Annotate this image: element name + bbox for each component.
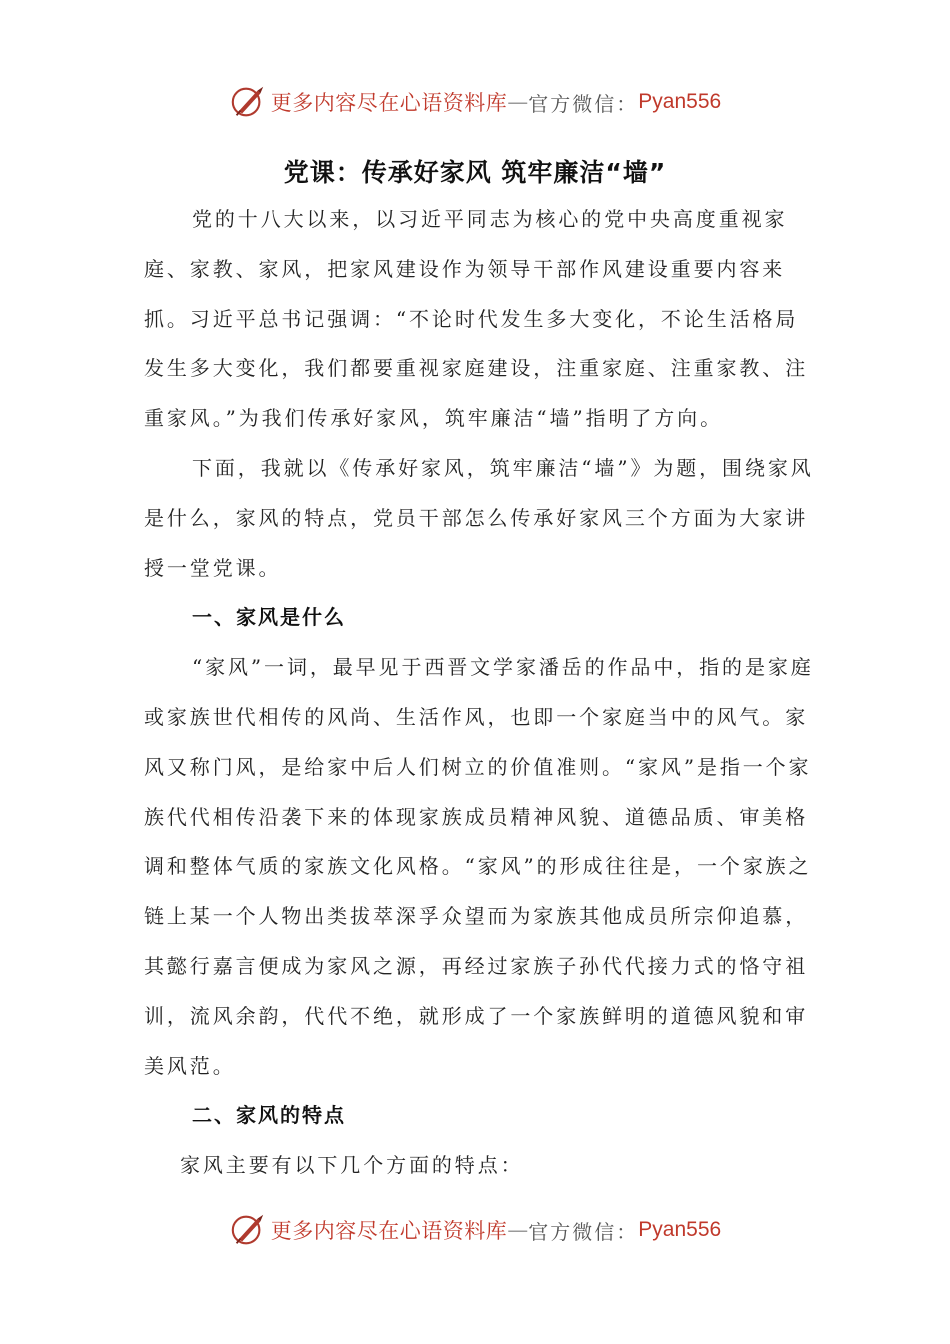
site-name-text: 更多内容尽在心语资料库	[270, 91, 508, 115]
section-heading-1: 一、家风是什么	[192, 605, 346, 630]
footer-watermark-banner	[0, 1210, 950, 1250]
wechat-id: Pyan556	[638, 1218, 722, 1241]
wechat-label: 官方微信：	[528, 91, 639, 116]
paragraph-intro: 党的十八大以来，以习近平同志为核心的党中央高度重视家庭、家教、家风，把家风建设作为领导干部作风建设重要内容来抓。习近平总书记强调：“不论时代发生多大变化，不论生活格局发生多大变化，我们都要重视家庭建设，注重家庭、注重家教、注重家风。”为我们传承好家风，筑牢廉洁“墙”指明了方向。	[144, 207, 809, 431]
document-body	[144, 195, 814, 1191]
header-watermark-banner	[0, 82, 950, 122]
section1-paragraph: “家风”一词，最早见于西晋文学家潘岳的作品中，指的是家庭或家族世代相传的风尚、生活作风，也即一个家庭当中的风气。家风又称门风，是给家中后人们树立的价值准则。“家风”是指一个家族代代相传沿袭下来的体现家族成员精神风貌、道德品质、审美格调和整体气质的家族文化风格。“家风”的形成往往是，一个家族之链上某一个人物出类拔萃深孚众望而为家族其他成员所宗仰追慕，其懿行嘉言便成为家风之源，再经过家族子孙代代接力式的恪守祖训，流风余韵，代代不绝，就形成了一个家族鲜明的道德风貌和审美风范。	[144, 655, 814, 1078]
section2-intro: 家风主要有以下几个方面的特点：	[180, 1153, 524, 1178]
document-title: 党课：传承好家风 筑牢廉洁“墙”	[283, 158, 667, 187]
section-heading-2: 二、家风的特点	[192, 1103, 346, 1128]
wechat-label: 官方微信：	[528, 1219, 639, 1244]
banner-dash: —	[507, 1218, 529, 1242]
quill-pen-logo-icon	[229, 1211, 267, 1249]
wechat-id: Pyan556	[638, 90, 722, 113]
quill-pen-logo-icon	[229, 83, 267, 121]
paragraph-outline: 下面，我就以《传承好家风，筑牢廉洁“墙”》为题，围绕家风是什么，家风的特点，党员干部怎么传承好家风三个方面为大家讲授一堂党课。	[144, 455, 814, 580]
site-name-text: 更多内容尽在心语资料库	[270, 1219, 508, 1243]
banner-dash: —	[507, 90, 529, 114]
